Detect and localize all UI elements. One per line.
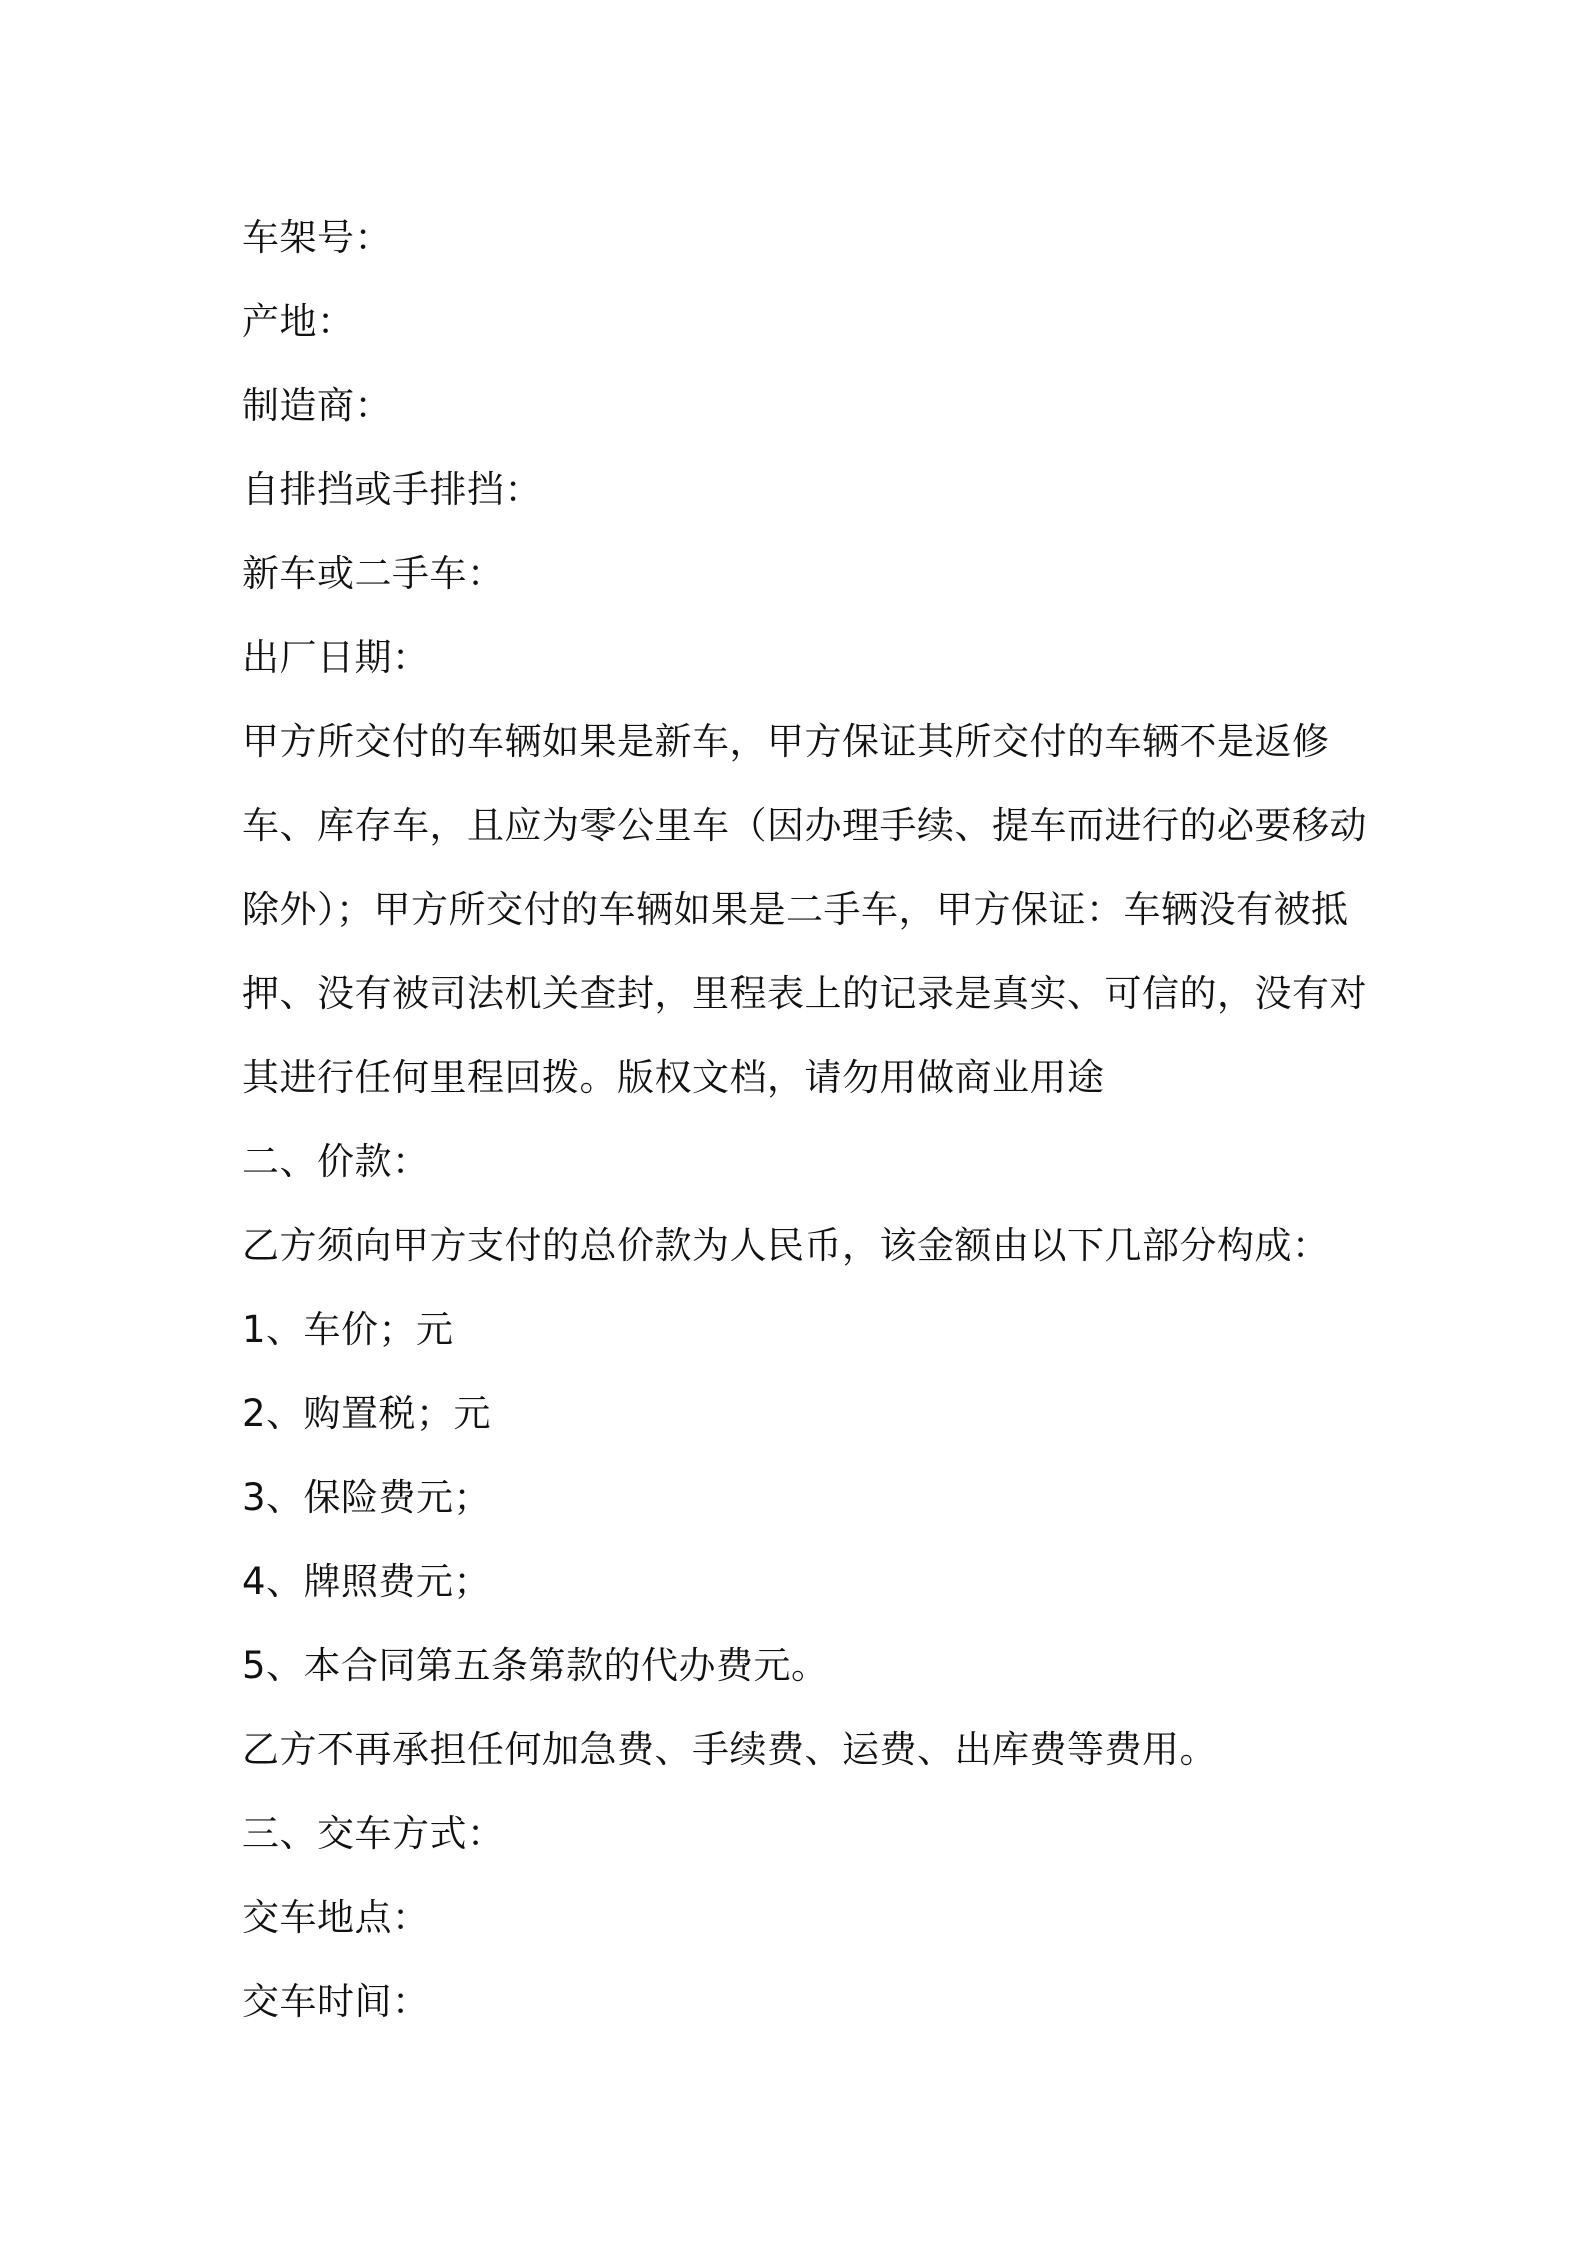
- document-body: [242, 196, 1367, 2044]
- price-item-car: 1、车价；元: [242, 1308, 454, 1351]
- manufacture-date-label: 出厂日期：: [242, 636, 430, 679]
- section-heading-price: 二、价款：: [242, 1140, 430, 1183]
- paragraph-line: 除外）；甲方所交付的车辆如果是二手车，甲方保证：车辆没有被抵: [242, 888, 1349, 931]
- manufacturer-label: 制造商：: [242, 384, 392, 427]
- paragraph-line: 其进行任何里程回拨。版权文档，请勿用做商业用途: [242, 1056, 1105, 1099]
- price-item-insurance: 3、保险费元；: [242, 1476, 492, 1519]
- delivery-time-label: 交车时间：: [242, 1980, 430, 2023]
- paragraph-line: 车、库存车，且应为零公里车（因办理手续、提车而进行的必要移动: [242, 804, 1367, 847]
- transmission-label: 自排挡或手排挡：: [242, 468, 542, 511]
- price-intro: 乙方须向甲方支付的总价款为人民币，该金额由以下几部分构成：: [242, 1224, 1330, 1267]
- price-item-purchase-tax: 2、购置税；元: [242, 1392, 492, 1435]
- vehicle-guarantee-paragraph: [242, 700, 1367, 1120]
- paragraph-line: 押、没有被司法机关查封，里程表上的记录是真实、可信的，没有对: [242, 972, 1367, 1015]
- vin-label: 车架号：: [242, 216, 392, 259]
- paragraph-line: 甲方所交付的车辆如果是新车，甲方保证其所交付的车辆不是返修: [242, 720, 1330, 763]
- new-or-used-label: 新车或二手车：: [242, 552, 505, 595]
- delivery-place-label: 交车地点：: [242, 1896, 430, 1939]
- no-extra-fees-clause: 乙方不再承担任何加急费、手续费、运费、出库费等费用。: [242, 1728, 1217, 1771]
- price-item-agency-fee: 5、本合同第五条第款的代办费元。: [242, 1644, 829, 1687]
- section-heading-delivery: 三、交车方式：: [242, 1812, 505, 1855]
- price-item-license: 4、牌照费元；: [242, 1560, 492, 1603]
- origin-label: 产地：: [242, 300, 355, 343]
